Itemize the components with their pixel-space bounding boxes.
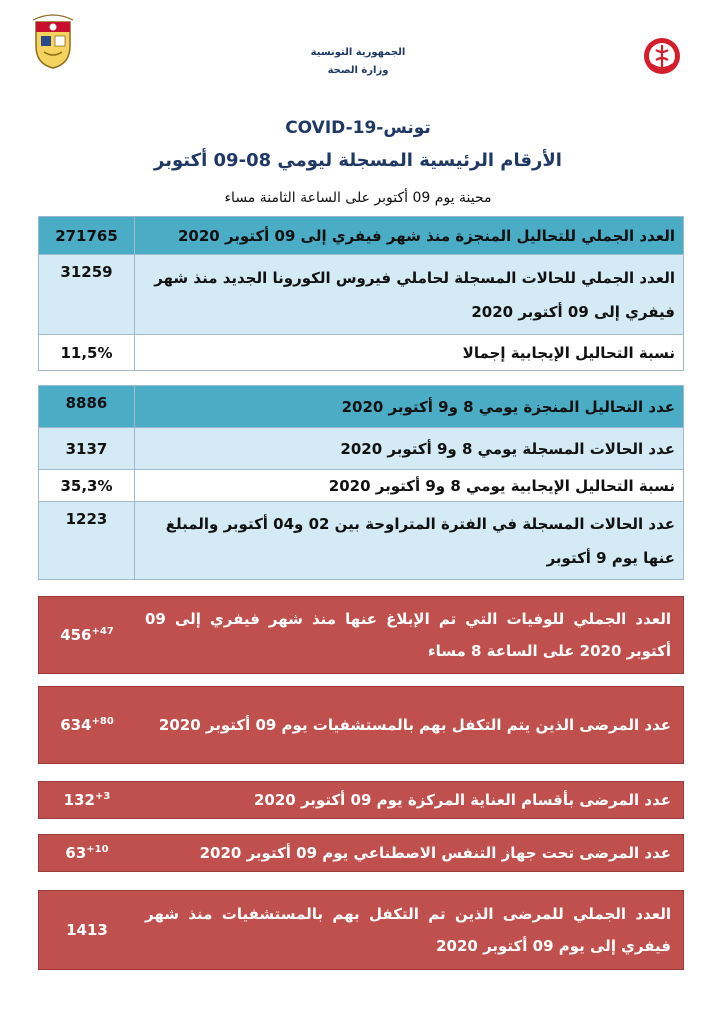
box-number: 63 <box>65 844 87 862</box>
box-delta: +47 <box>91 626 114 637</box>
box-number: 1413 <box>66 921 108 939</box>
box-delta: +80 <box>91 716 114 727</box>
covid-title: COVID-19-تونس <box>285 118 431 138</box>
row-value: 3137 <box>39 428 135 470</box>
box-number: 456 <box>60 626 92 644</box>
box-delta: +10 <box>86 844 109 855</box>
table-row <box>39 428 684 470</box>
box-delta: +3 <box>94 791 111 802</box>
row-value: 271765 <box>39 217 135 255</box>
ventilator-box <box>38 834 684 872</box>
box-value <box>39 844 135 862</box>
box-number: 634 <box>60 716 92 734</box>
box-label: عدد المرضى تحت جهاز التنفس الاصطناعي يوم 09 أكتوبر 2020 <box>199 844 671 862</box>
box-value <box>39 791 135 809</box>
row-value: 1223 <box>39 502 135 580</box>
table-row <box>39 335 684 371</box>
daily-stats-table <box>38 385 684 580</box>
row-value: 35,3% <box>39 470 135 502</box>
table-row <box>39 386 684 428</box>
box-value <box>39 716 135 734</box>
row-value: 11,5% <box>39 335 135 371</box>
cumulative-stats-table <box>38 216 684 371</box>
row-label: عدد الحالات المسجلة يومي 8 و9 أكتوبر 2020 <box>135 428 684 470</box>
ministry-header <box>0 44 716 80</box>
total-hospitalized-box <box>38 890 684 970</box>
row-label: عدد الحالات المسجلة في الفترة المتراوحة بين 02 و04 أكتوبر والمبلغ عنها يوم 9 أكتوبر <box>135 502 684 580</box>
row-label: العدد الجملي للحالات المسجلة لحاملي فيروس الكورونا الجديد منذ شهر فيفري إلى 09 أكتوبر 2020 <box>135 255 684 335</box>
main-title: الأرقام الرئيسية المسجلة ليومي 08-09 أكتوبر <box>154 150 562 171</box>
box-label: العدد الجملي للوفيات التي تم الإبلاغ عنها منذ شهر فيفري إلى 09 أكتوبر 2020 على الساعة 8 مساء <box>145 610 671 660</box>
box-value <box>39 921 135 939</box>
box-label: عدد المرضى بأقسام العناية المركزة يوم 09 أكتوبر 2020 <box>253 791 671 809</box>
table-row <box>39 255 684 335</box>
hospitalized-box <box>38 686 684 764</box>
row-label: العدد الجملي للتحاليل المنجزة منذ شهر فيفري إلى 09 أكتوبر 2020 <box>135 217 684 255</box>
republic-label: الجمهورية التونسية <box>310 47 406 58</box>
row-value: 31259 <box>39 255 135 335</box>
row-label: عدد التحاليل المنجزة يومي 8 و9 أكتوبر 2020 <box>135 386 684 428</box>
deaths-box <box>38 596 684 674</box>
box-label: عدد المرضى الذين يتم التكفل بهم بالمستشفيات يوم 09 أكتوبر 2020 <box>158 716 671 734</box>
table-row <box>39 470 684 502</box>
row-label: نسبة التحاليل الإيجابية إجمالا <box>135 335 684 371</box>
update-subtitle: محينة يوم 09 أكتوبر على الساعة الثامنة مساء <box>224 190 492 206</box>
table-row <box>39 502 684 580</box>
ministry-label: وزارة الصحة <box>327 65 389 76</box>
row-value: 8886 <box>39 386 135 428</box>
row-label: نسبة التحاليل الإيجابية يومي 8 و9 أكتوبر 2020 <box>135 470 684 502</box>
box-number: 132 <box>63 791 95 809</box>
box-label: العدد الجملي للمرضى الذين تم التكفل بهم بالمستشفيات منذ شهر فيفري إلى يوم 09 أكتوبر 2020 <box>145 905 671 955</box>
box-value <box>39 626 135 644</box>
icu-box <box>38 781 684 819</box>
table-row <box>39 217 684 255</box>
